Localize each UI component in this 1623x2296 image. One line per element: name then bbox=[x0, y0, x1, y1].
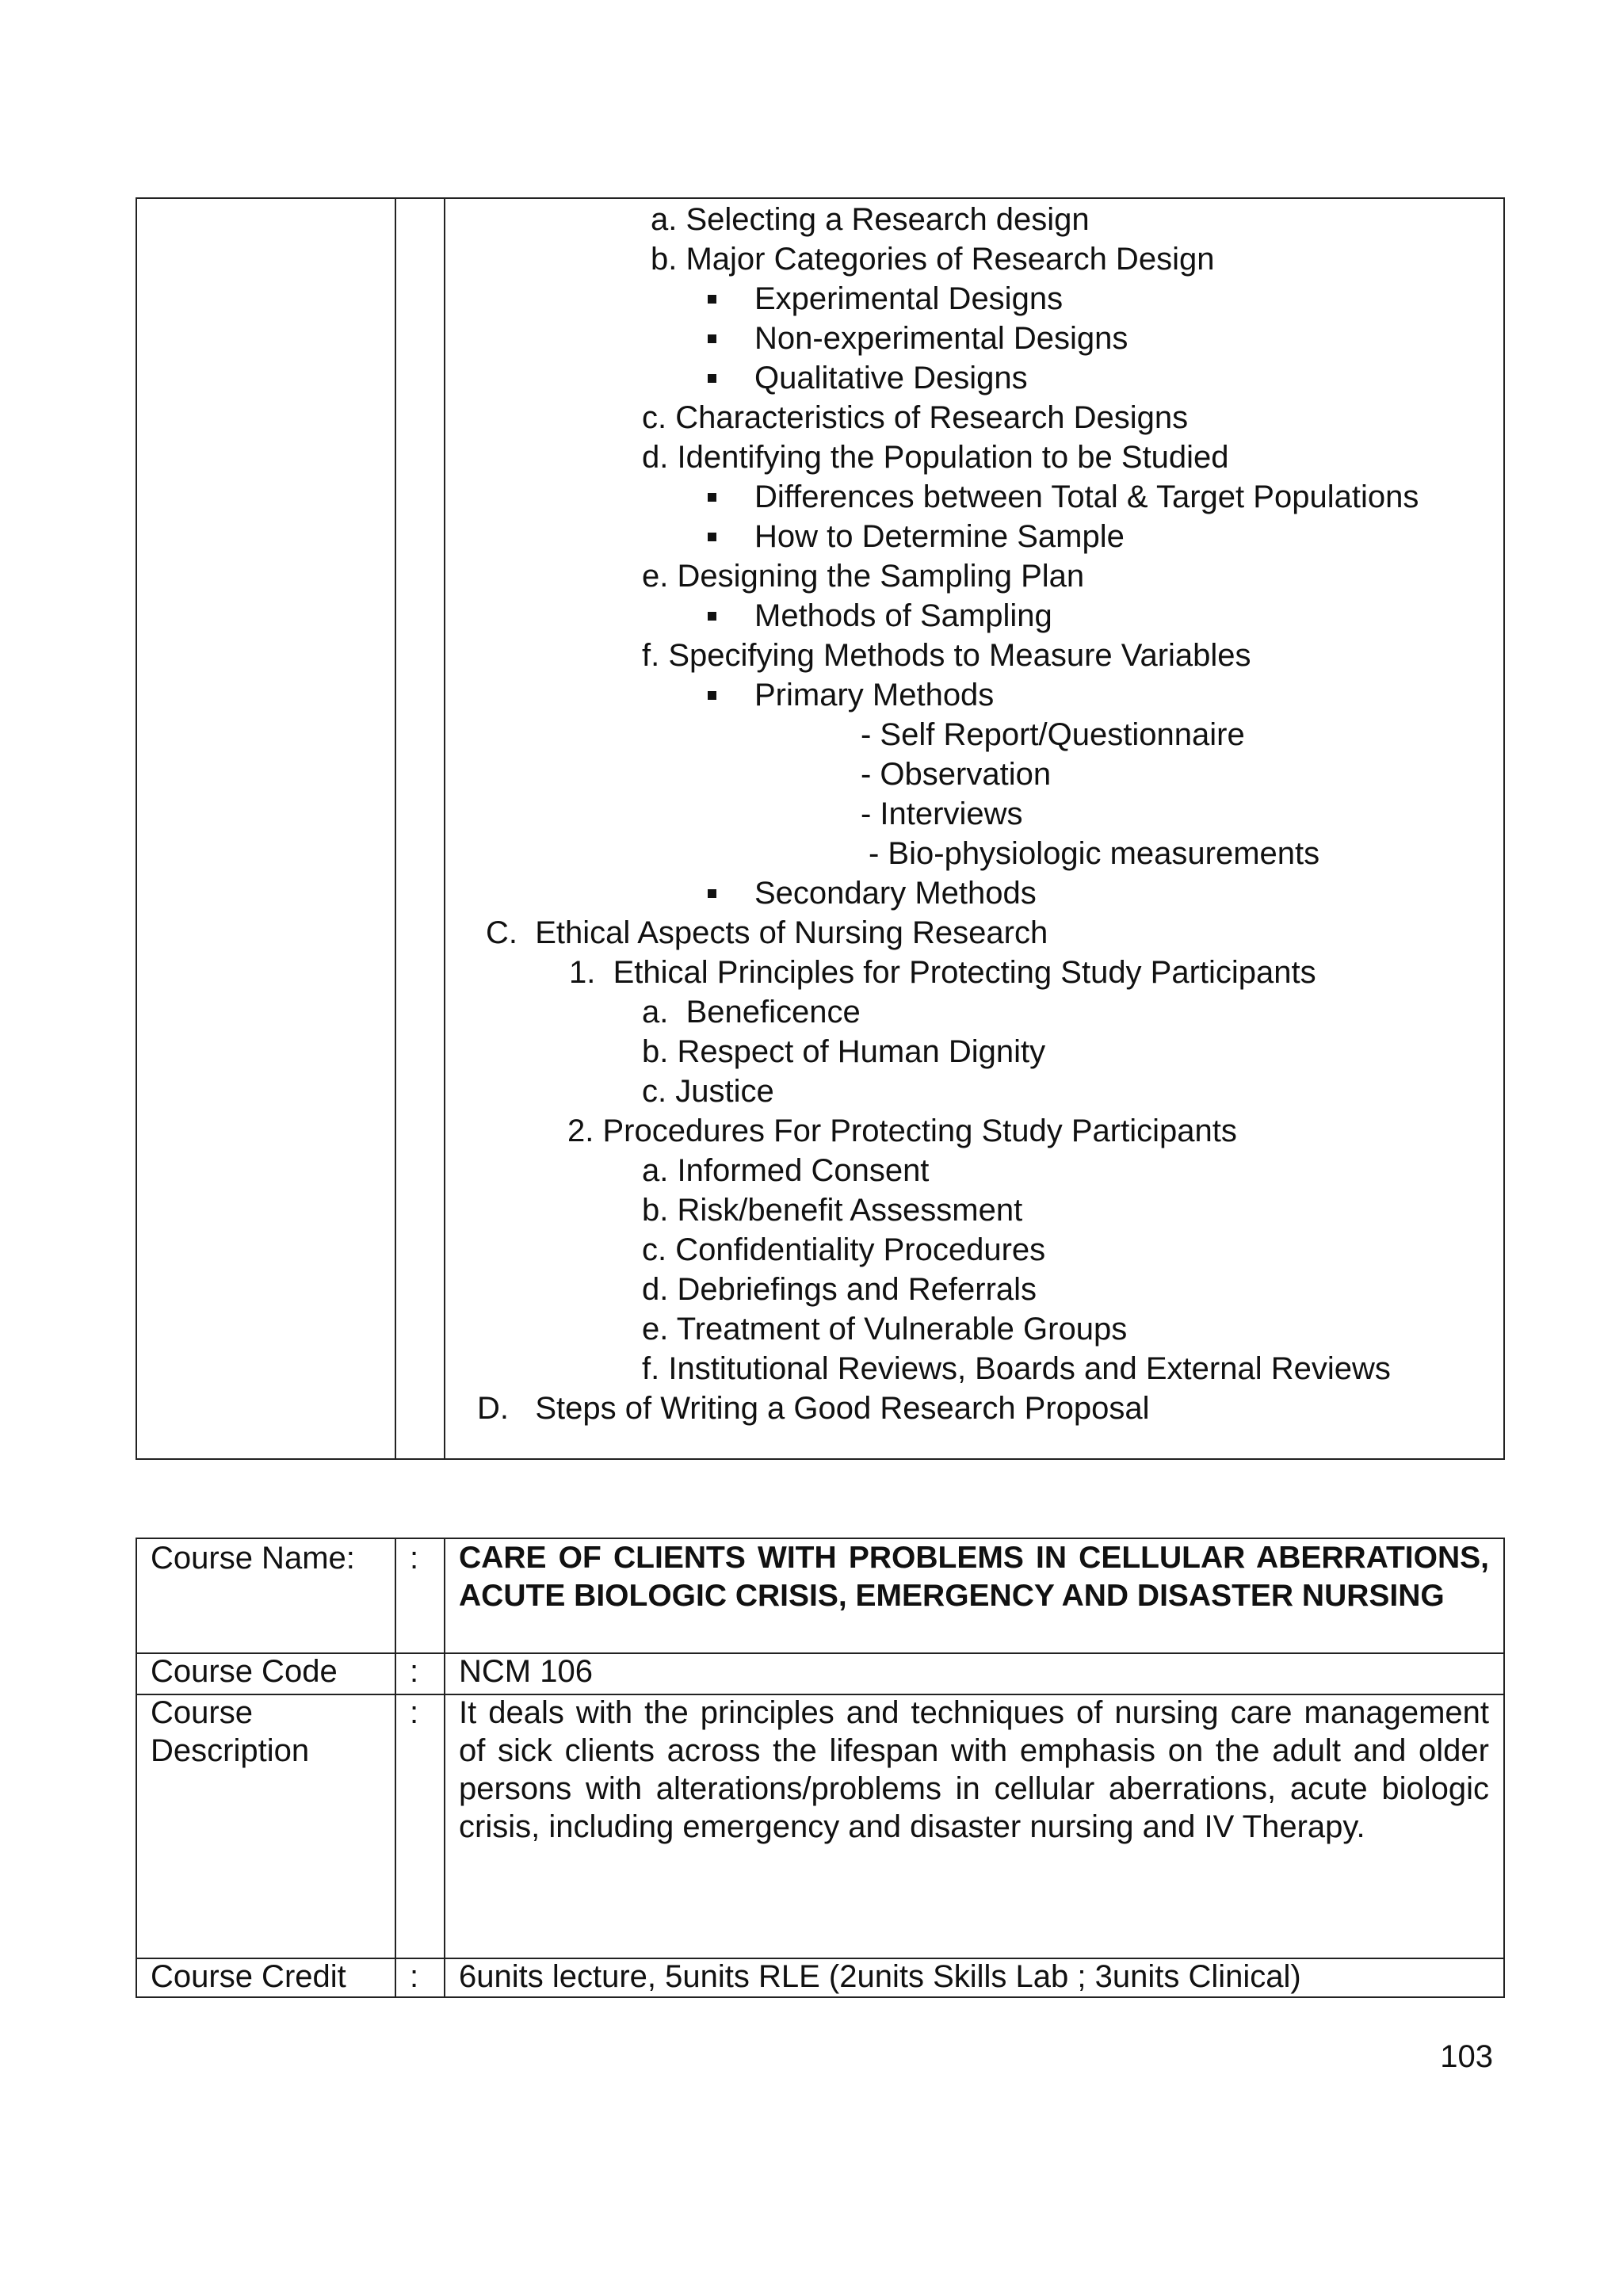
outline-item: f. Institutional Reviews, Boards and External Reviews bbox=[642, 1351, 1391, 1386]
separator-colon: : bbox=[410, 1959, 419, 1994]
outline-item: C. Ethical Aspects of Nursing Research bbox=[486, 915, 1048, 950]
outline-item: - Self Report/Questionnaire bbox=[861, 717, 1245, 752]
outline-item: e. Treatment of Vulnerable Groups bbox=[642, 1312, 1128, 1347]
outline-item: 1. Ethical Principles for Protecting Study Participants bbox=[569, 955, 1316, 990]
outline-item: Differences between Total & Target Populations bbox=[754, 479, 1419, 514]
outline-item: b. Major Categories of Research Design bbox=[651, 242, 1215, 277]
course-credit-label: Course Credit bbox=[151, 1959, 346, 1994]
outline-item: Non-experimental Designs bbox=[754, 321, 1128, 356]
outline-item: Primary Methods bbox=[754, 678, 995, 712]
column-divider bbox=[444, 199, 445, 1458]
outline-item: d. Debriefings and Referrals bbox=[642, 1272, 1037, 1307]
outline-item: Experimental Designs bbox=[754, 281, 1064, 316]
outline-item: d. Identifying the Population to be Studied bbox=[642, 440, 1229, 475]
column-divider bbox=[395, 1539, 396, 1996]
row-divider bbox=[137, 1652, 1503, 1654]
square-bullet-icon bbox=[708, 889, 716, 898]
outline-item: Methods of Sampling bbox=[754, 598, 1052, 633]
outline-item: f. Specifying Methods to Measure Variables bbox=[642, 638, 1251, 673]
column-divider bbox=[444, 1539, 445, 1996]
outline-item: e. Designing the Sampling Plan bbox=[642, 559, 1085, 594]
outline-item: a. Informed Consent bbox=[642, 1153, 930, 1188]
outline-item: How to Determine Sample bbox=[754, 519, 1125, 554]
outline-item: D. Steps of Writing a Good Research Proposal bbox=[477, 1391, 1150, 1426]
outline-item: c. Characteristics of Research Designs bbox=[642, 400, 1189, 435]
square-bullet-icon bbox=[708, 295, 716, 304]
course-code-label: Course Code bbox=[151, 1654, 338, 1689]
outline-item: a. Beneficence bbox=[642, 995, 861, 1030]
course-name-label: Course Name: bbox=[151, 1541, 355, 1576]
outline-item: - Observation bbox=[861, 757, 1052, 792]
square-bullet-icon bbox=[708, 374, 716, 383]
square-bullet-icon bbox=[708, 691, 716, 700]
outline-item: Secondary Methods bbox=[754, 876, 1037, 911]
outline-item: c. Justice bbox=[642, 1074, 774, 1109]
square-bullet-icon bbox=[708, 493, 716, 502]
separator-colon: : bbox=[410, 1654, 419, 1689]
course-code-value: NCM 106 bbox=[459, 1654, 593, 1689]
outline-item: b. Risk/benefit Assessment bbox=[642, 1193, 1023, 1228]
outline-item: c. Confidentiality Procedures bbox=[642, 1232, 1046, 1267]
course-name-value: CARE OF CLIENTS WITH PROBLEMS IN CELLULAR ABERRATIONS, ACUTE BIOLOGIC CRISIS, EMERGENCY AND DISASTER NURSING bbox=[459, 1541, 1489, 1613]
outline-item: 2. Procedures For Protecting Study Participants bbox=[567, 1114, 1237, 1148]
outline-item: - Bio-physiologic measurements bbox=[869, 836, 1320, 871]
outline-item: b. Respect of Human Dignity bbox=[642, 1034, 1046, 1069]
outline-item: Qualitative Designs bbox=[754, 361, 1028, 395]
separator-colon: : bbox=[410, 1695, 419, 1730]
course-description-value: It deals with the principles and techniques of nursing care management of sick clients across the lifespan with emphasis on the adult and older persons with alterations/problems in cellular aberrations, acute biologic crisis, including emergency and disaster nursing and IV Therapy. bbox=[459, 1695, 1489, 1844]
square-bullet-icon bbox=[708, 612, 716, 621]
course-description-label: Course Description bbox=[151, 1695, 310, 1768]
column-divider bbox=[395, 199, 396, 1458]
outline-item: a. Selecting a Research design bbox=[651, 202, 1090, 237]
outline-item: - Interviews bbox=[861, 797, 1023, 831]
course-credit-value: 6units lecture, 5units RLE (2units Skills Lab ; 3units Clinical) bbox=[459, 1959, 1301, 1994]
square-bullet-icon bbox=[708, 533, 716, 541]
square-bullet-icon bbox=[708, 334, 716, 343]
page-number: 103 bbox=[1440, 2039, 1493, 2074]
separator-colon: : bbox=[410, 1541, 419, 1576]
